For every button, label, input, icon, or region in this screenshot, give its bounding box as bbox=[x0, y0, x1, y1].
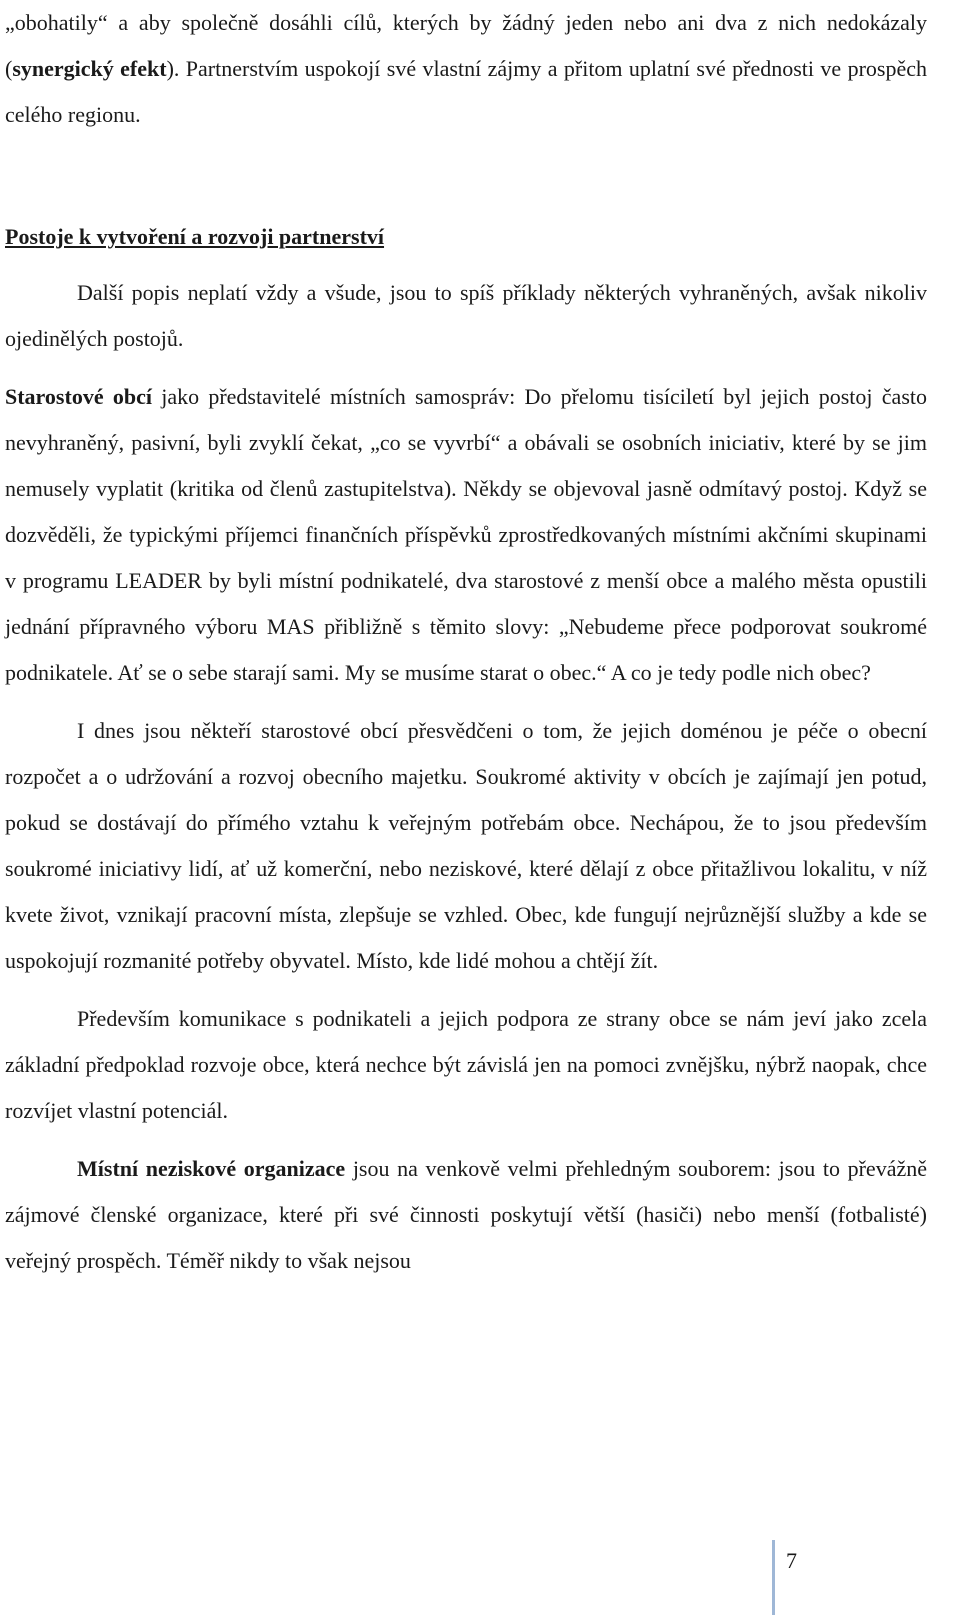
document-page bbox=[5, 0, 927, 1284]
page-footer bbox=[772, 1540, 832, 1615]
starostove-bold-term: Starostové obcí bbox=[5, 384, 152, 409]
paragraph-intro bbox=[5, 0, 927, 138]
starostove-text: jako představitelé místních samospráv: Do přelomu tisíciletí byl jejich postoj často nevyhraněný, pasivní, byli zvyklí čekat, „co se vyvrbí“ a obávali se osobních iniciativ, které by se jim nemusely vyplatit (kritika od členů zastupitelstva). Někdy se objevoval jasně odmítavý postoj. Když se dozvěděli, že typickými příjemci finančních příspěvků zprostředkovaných místními akčními skupinami v programu LEADER by byli místní podnikatelé, dva starostové z menší obce a malého města opustili jednání přípravného výboru MAS přibližně s těmito slovy: „Nebudeme přece podporovat soukromé podnikatele. Ať se o sebe starají sami. My se musíme starat o obec.“ A co je tedy podle nich obec? bbox=[5, 384, 927, 685]
paragraph-popis: Další popis neplatí vždy a všude, jsou to spíš příklady některých vyhraněných, avšak nikoliv ojedinělých postojů. bbox=[5, 280, 927, 351]
footer-accent-bar bbox=[772, 1540, 775, 1615]
intro-rest: ). Partnerstvím uspokojí své vlastní zájmy a přitom uplatní své přednosti ve prospěch celého regionu. bbox=[5, 56, 927, 127]
intro-bold-term: synergický efekt bbox=[12, 56, 167, 81]
paragraph-predevsim: Především komunikace s podnikateli a jejich podpora ze strany obce se nám jeví jako zcela základní předpoklad rozvoje obce, která nechce být závislá jen na pomoci zvnějšku, nýbrž naopak, chce rozvíjet vlastní potenciál. bbox=[5, 1006, 927, 1123]
section-heading: Postoje k vytvoření a rozvoji partnerství bbox=[5, 224, 385, 249]
paragraph-idnes: I dnes jsou někteří starostové obcí přesvědčeni o tom, že jejich doménou je péče o obecní rozpočet a o udržování a rozvoj obecního majetku. Soukromé aktivity v obcích je zajímají jen potud, pokud se dostávají do přímého vztahu k veřejným potřebám obce. Nechápou, že to jsou především soukromé iniciativy lidí, ať už komerční, nebo neziskové, které dělají z obce přitažlivou lokalitu, v níž kvete život, vznikají pracovní místa, zlepšuje se vzhled. Obec, kde fungují nejrůznější služby a kde se uspokojují rozmanité potřeby obyvatel. Místo, kde lidé mohou a chtějí žít. bbox=[5, 718, 927, 973]
paragraph-mistni bbox=[5, 1146, 927, 1284]
paragraph-starostove bbox=[5, 374, 927, 696]
mistni-text: jsou na venkově velmi přehledným souborem: jsou to převážně zájmové členské organizace, které při své činnosti poskytují větší (hasiči) nebo menší (fotbalisté) veřejný prospěch. Téměř nikdy to však nejsou bbox=[5, 1156, 927, 1273]
intro-text: „obohatily“ a aby společně dosáhli cílů, kterých by žádný jeden nebo ani dva z nich nedokázaly ( bbox=[5, 10, 927, 81]
mistni-bold-term: Místní neziskové organizace bbox=[77, 1156, 346, 1181]
page-number: 7 bbox=[786, 1548, 797, 1573]
